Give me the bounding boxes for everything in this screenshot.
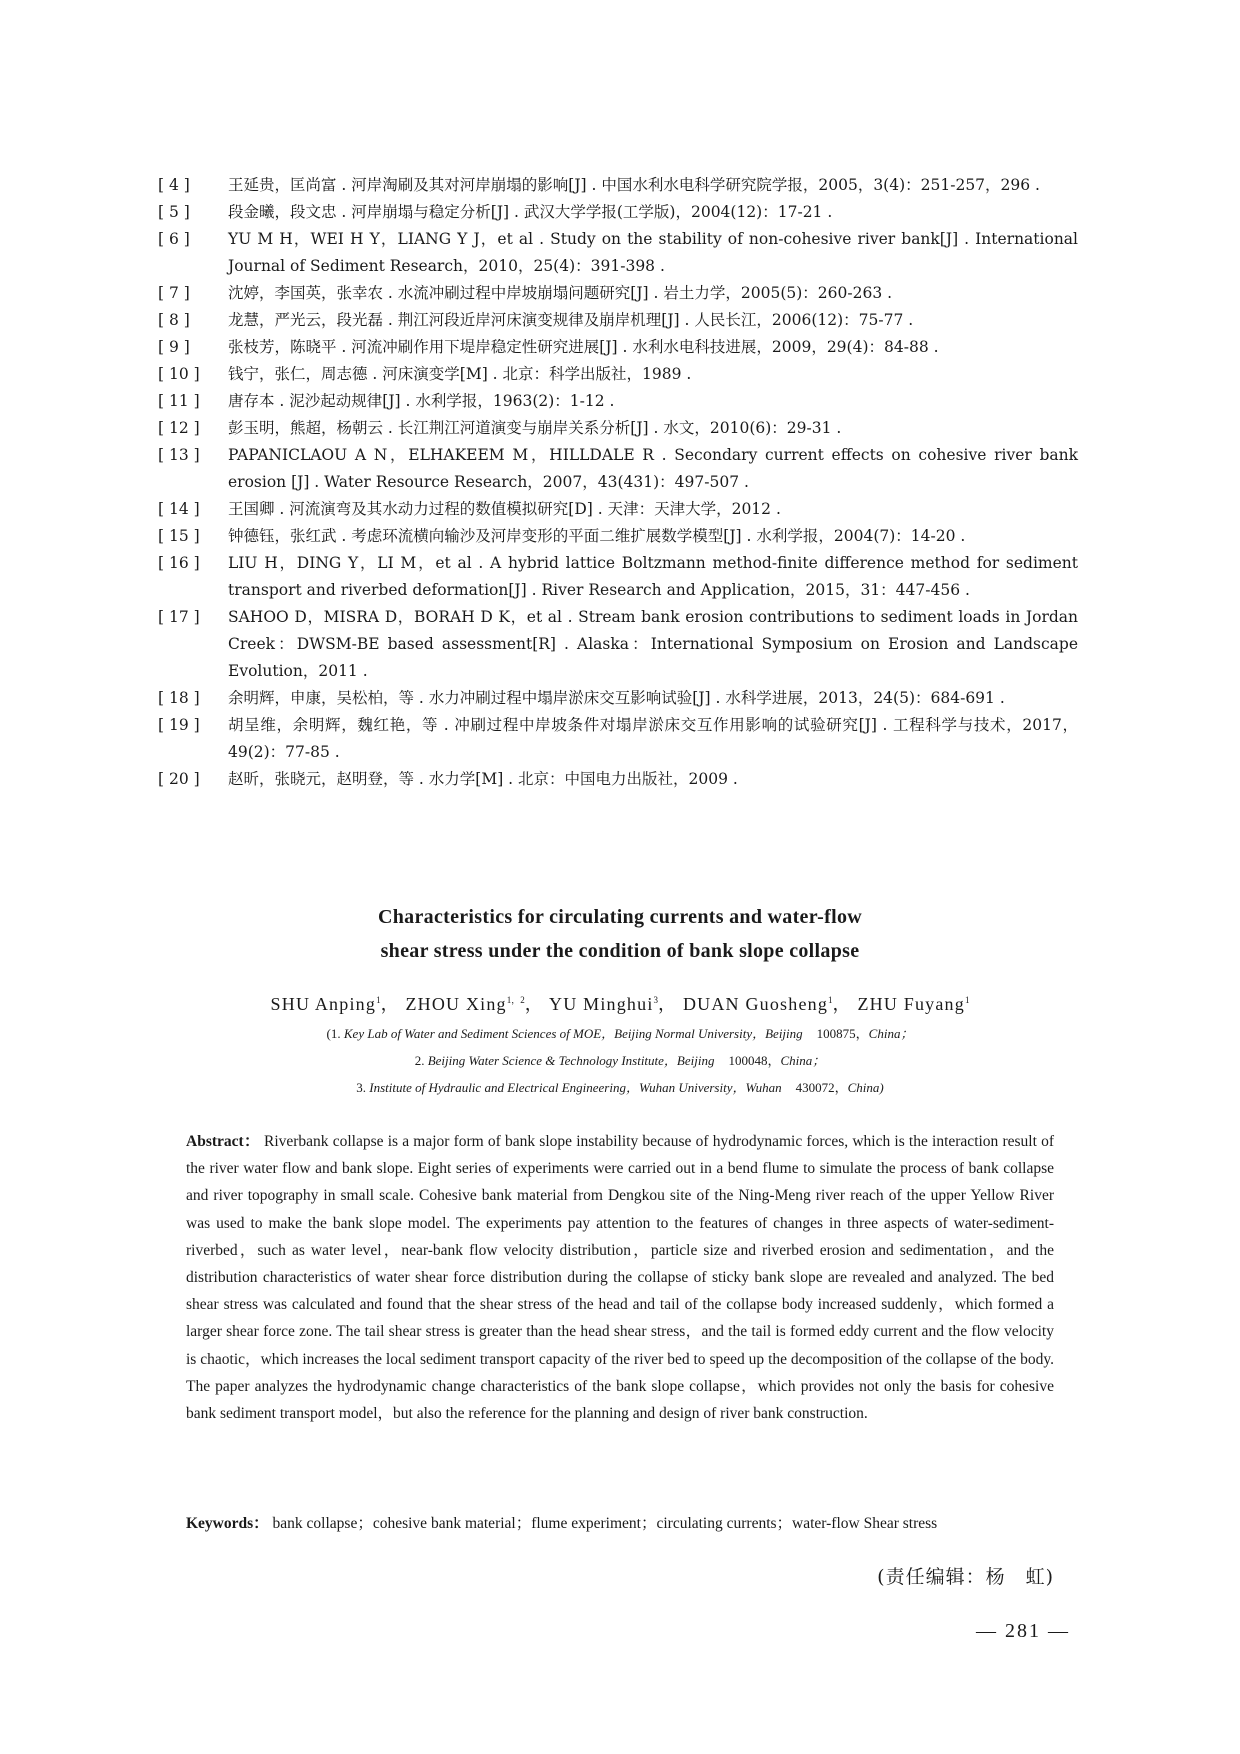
affiliation-institution: Institute of Hydraulic and Electrical Engineering，Wuhan University，Wuhan [369,1080,782,1095]
author-name: DUAN Guosheng [682,994,829,1014]
paper-title-line-2: shear stress under the condition of bank slope collapse [380,940,860,962]
affiliation-country: China； [780,1053,826,1068]
reference-number: [ 11 ] [158,392,200,410]
reference-item [158,361,1078,388]
abstract-text: Riverbank collapse is a major form of bank slope instability because of hydrodynamic forces, which is the interaction result of the river water flow and bank slope. Eight series of experiments were carried out in a bend flume to simulate the process of bank collapse and river topography in small scale. Cohesive bank material from Dengkou site of the Ning-Meng river reach of the upper Yellow River was used to make the bank slope model. The experiments pay attention to the features of changes in three aspects of water-sediment-riverbed，such as water level，near-bank flow velocity distribution，particle size and riverbed erosion and sedimentation，and the distribution characteristics of water shear force distribution during the collapse of sticky bank slope are revealed and analyzed. The bed shear stress was calculated and found that the shear stress of the head and tail of the collapse body increased suddenly，which formed a larger shear force zone. The tail shear stress is greater than the head shear stress，and the tail is formed eddy current and the flow velocity is chaotic，which increases the local sediment transport capacity of the river bed to speed up the decomposition of the collapse of the body. The paper analyzes the hydrodynamic change characteristics of the bank slope collapse，which provides not only the basis for cohesive bank sediment transport model，but also the reference for the planning and design of river bank construction. [186,1133,1055,1423]
affiliation-prefix: (1. [326,1026,344,1041]
abstract [186,1128,1054,1427]
author-affiliation-mark: 1 [964,995,970,1005]
reference-item [158,550,1078,604]
affiliation [0,1074,1240,1101]
reference-number: [ 8 ] [158,311,190,329]
author [683,994,852,1014]
author-affiliation-mark: 1 [828,995,833,1005]
responsible-editor: (责任编辑：杨 虹) [877,1566,1054,1588]
page-number: — 281 — [976,1620,1070,1642]
author-affiliation-mark: 1 [376,995,381,1005]
abstract-label: Abstract： [186,1133,260,1150]
affiliation-institution: Key Lab of Water and Sediment Sciences of MOE，Beijing Normal University，Beijing [343,1026,803,1041]
author-name: ZHU Fuyang [857,994,965,1014]
reference-item [158,226,1078,280]
reference-text: 段金曦，段文忠 . 河岸崩塌与稳定分析[J] . 武汉大学学报(工学版)，2004(12)：17-21 . [228,203,833,221]
affiliation-postcode: 430072， [795,1080,848,1095]
paper-title-line-1: Characteristics for circulating currents and water-flow [378,906,862,928]
reference-number: [ 6 ] [158,230,190,248]
reference-text: 龙慧，严光云，段光磊 . 荆江河段近岸河床演变规律及崩岸机理[J] . 人民长江，2006(12)：75-77 . [228,311,914,329]
keywords-text: bank collapse；cohesive bank material；flume experiment；circulating currents；water-flow Shear stress [272,1515,938,1532]
reference-number: [ 13 ] [158,446,200,464]
reference-text: 唐存本 . 泥沙起动规律[J] . 水利学报，1963(2)：1-12 . [228,392,615,410]
reference-text: 沈婷，李国英，张幸农 . 水流冲刷过程中岸坡崩塌问题研究[J] . 岩土力学，2005(5)：260-263 . [228,284,893,302]
reference-number: [ 17 ] [158,608,200,626]
keywords-label: Keywords： [186,1515,269,1532]
reference-item [158,199,1078,226]
reference-item [158,712,1078,766]
affiliation-list [0,1020,1240,1101]
author [549,994,677,1014]
affiliation-postcode: 100048， [728,1053,781,1068]
reference-item [158,496,1078,523]
reference-number: [ 14 ] [158,500,200,518]
author-separator: ， [832,994,852,1014]
author-list [0,990,1240,1016]
reference-item [158,766,1078,793]
affiliation-country: China) [847,1080,884,1095]
reference-item [158,604,1078,685]
reference-text: 王国卿 . 河流演弯及其水动力过程的数值模拟研究[D] . 天津：天津大学，2012 . [228,500,781,518]
affiliation [0,1047,1240,1074]
reference-text: 胡呈维，余明辉，魏红艳，等 . 冲刷过程中岸坡条件对塌岸淤床交互作用影响的试验研究[J] . 工程科学与技术，2017，49(2)：77-85 . [228,716,1078,761]
reference-text: 钱宁，张仁，周志德 . 河床演变学[M] . 北京：科学出版社，1989 . [228,365,692,383]
reference-item [158,442,1078,496]
affiliation-country: China； [868,1026,914,1041]
author-affiliation-mark: 3 [653,995,659,1005]
reference-number: [ 9 ] [158,338,190,356]
reference-number: [ 4 ] [158,176,190,194]
reference-text: 钟德钰，张红武 . 考虑环流横向输沙及河岸变形的平面二维扩展数学模型[J] . 水利学报，2004(7)：14-20 . [228,527,966,545]
author-separator: ， [658,994,678,1014]
affiliation-prefix: 3. [356,1080,370,1095]
reference-text: SAHOO D，MISRA D，BORAH D K，et al . Stream bank erosion contributions to sediment loads in Jordan Creek：DWSM-BE based assessment[R] . Alaska：International Symposium on Erosion and Landscape Evolution，2011 . [228,608,1078,680]
reference-text: 王延贵，匡尚富 . 河岸淘刷及其对河岸崩塌的影响[J] . 中国水利水电科学研究院学报，2005，3(4)：251-257，296 . [228,176,1040,194]
reference-item [158,172,1078,199]
reference-number: [ 19 ] [158,716,200,734]
reference-number: [ 16 ] [158,554,200,572]
reference-item [158,334,1078,361]
reference-number: [ 15 ] [158,527,200,545]
reference-text: 余明辉，申康，吴松柏，等 . 水力冲刷过程中塌岸淤床交互影响试验[J] . 水科学进展，2013，24(5)：684-691 . [228,689,1005,707]
reference-text: LIU H，DING Y，LI M，et al . A hybrid lattice Boltzmann method-finite difference method for sediment transport and riverbed deformation[J] . River Research and Application，2015，31：447-456 . [228,554,1078,599]
english-title-block [0,900,1240,1101]
author-separator: ， [524,994,544,1014]
reference-item [158,523,1078,550]
reference-text: 张枝芳，陈晓平 . 河流冲刷作用下堤岸稳定性研究进展[J] . 水利水电科技进展，2009，29(4)：84-88 . [228,338,939,356]
affiliation-institution: Beijing Water Science & Technology Institute，Beijing [427,1053,715,1068]
affiliation [0,1020,1240,1047]
keywords [186,1510,1054,1537]
author [405,994,544,1014]
reference-item [158,388,1078,415]
author-name: ZHOU Xing [405,994,507,1014]
reference-text: YU M H，WEI H Y，LIANG Y J，et al . Study on the stability of non-cohesive river bank[J] . International Journal of Sediment Research，2010，25(4)：391-398 . [228,230,1078,275]
reference-text: PAPANICLAOU A N，ELHAKEEM M，HILLDALE R . Secondary current effects on cohesive river bank erosion [J] . Water Resource Research，2007，43(431)：497-507 . [228,446,1078,491]
author [271,994,400,1014]
reference-text: 赵昕，张晓元，赵明登，等 . 水力学[M] . 北京：中国电力出版社，2009 . [228,770,738,788]
author [857,994,969,1014]
reference-item [158,415,1078,442]
reference-number: [ 7 ] [158,284,190,302]
reference-number: [ 5 ] [158,203,190,221]
author-name: YU Minghui [549,994,654,1014]
affiliation-prefix: 2. [414,1053,428,1068]
reference-number: [ 12 ] [158,419,200,437]
reference-number: [ 10 ] [158,365,200,383]
reference-number: [ 18 ] [158,689,200,707]
reference-item [158,280,1078,307]
reference-text: 彭玉明，熊超，杨朝云 . 长江荆江河道演变与崩岸关系分析[J] . 水文，2010(6)：29-31 . [228,419,842,437]
affiliation-postcode: 100875， [816,1026,869,1041]
reference-number: [ 20 ] [158,770,200,788]
reference-item [158,685,1078,712]
reference-list [158,172,1078,793]
reference-item [158,307,1078,334]
author-separator: ， [380,994,400,1014]
author-affiliation-mark: 1，2 [506,995,525,1005]
author-name: SHU Anping [270,994,377,1014]
